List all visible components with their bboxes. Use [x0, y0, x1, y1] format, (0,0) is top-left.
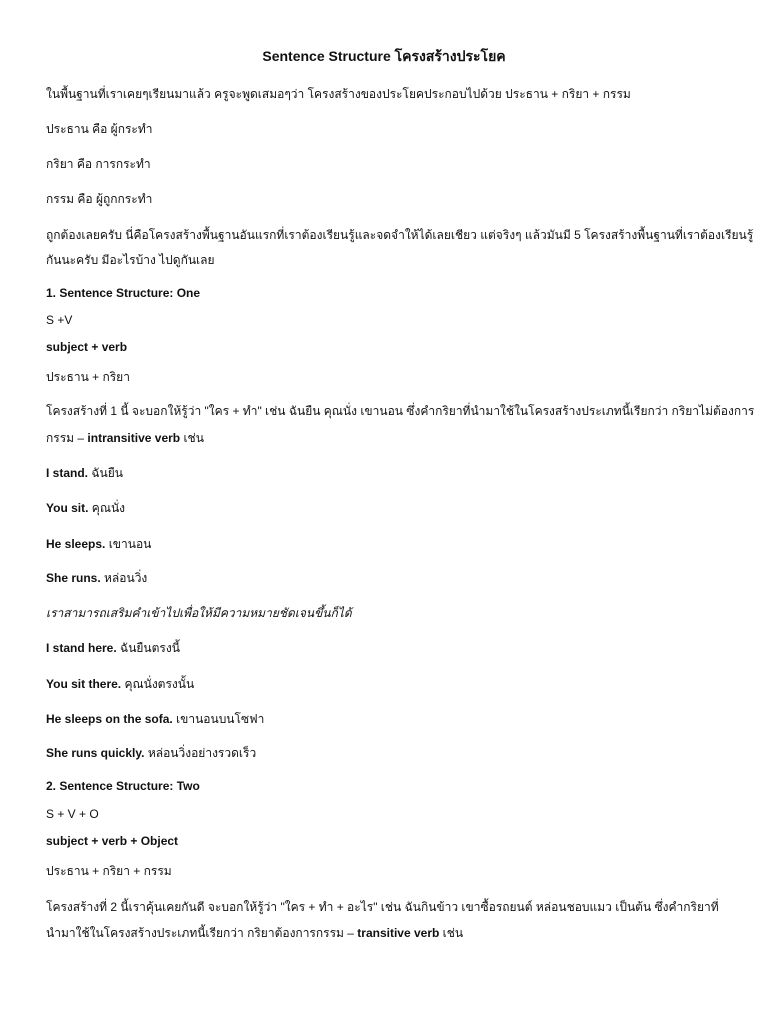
example-thai: เขานอน: [105, 537, 152, 551]
example-thai: คุณนั่ง: [88, 501, 126, 515]
section-1-explain-line-2: [46, 430, 204, 446]
section-1-formula-en: subject + verb: [46, 340, 128, 354]
definition-object: กรรม คือ ผู้ถูกกระทำ: [46, 192, 153, 206]
example-english: You sit there.: [46, 677, 122, 691]
example-english: She runs quickly.: [46, 746, 145, 760]
section-1-note: เราสามารถเสริมคำเข้าไปเพื่อให้มีความหมายชัดเจนขึ้นก็ได้: [46, 606, 352, 620]
section-1-heading: 1. Sentence Structure: One: [46, 286, 201, 300]
section-1-formula: S +V: [46, 313, 73, 327]
example-item: [46, 711, 264, 727]
section-2-explain-line-1: โครงสร้างที่ 2 นี้เราคุ้นเคยกันดี จะบอกให้รู้ว่า "ใคร + ทำ + อะไร" เช่น ฉันกินข้าว เขาซื้อรถยนต์ หล่อนชอบแมว เป็นต้น ซึ่งคำกริยาที่: [46, 900, 719, 914]
example-english: I stand here.: [46, 641, 117, 655]
section-2-formula-en: subject + verb + Object: [46, 834, 179, 848]
example-item: [46, 500, 125, 516]
explain-line-2-post: เช่น: [180, 431, 204, 445]
example-english: I stand.: [46, 466, 89, 480]
explain-line-2-post: เช่น: [439, 926, 464, 940]
example-thai: ฉันยืน: [88, 466, 123, 480]
example-english: She runs.: [46, 571, 101, 585]
example-english: He sleeps.: [46, 537, 106, 551]
summary-line-1: ถูกต้องเลยครับ นี่คือโครงสร้างพื้นฐานอันแรกที่เราต้องเรียนรู้และจดจำให้ได้เลยเชียว แต่จริงๆ แล้วมันมี 5 โครงสร้างพื้นฐานที่เราต้องเรียนรู้: [46, 228, 754, 242]
document-title: Sentence Structure โครงสร้างประโยค: [262, 48, 506, 64]
example-item: [46, 536, 151, 552]
example-thai: คุณนั่งตรงนั้น: [121, 677, 195, 691]
explain-line-2-pre: นำมาใช้ในโครงสร้างประเภทนี้เรียกว่า กริยาต้องการกรรม –: [46, 926, 358, 940]
example-item: [46, 465, 123, 481]
explain-line-2-pre: กรรม –: [46, 431, 88, 445]
section-2-formula: S + V + O: [46, 807, 99, 821]
example-item: [46, 570, 147, 586]
section-1-explain-line-1: โครงสร้างที่ 1 นี้ จะบอกให้รู้ว่า "ใคร + ทำ" เช่น ฉันยืน คุณนั่ง เขานอน ซึ่งคำกริยาที่นำมาใช้ในโครงสร้างประเภทนี้เรียกว่า กริยาไม่ต้องการ: [46, 404, 755, 418]
example-item: [46, 745, 256, 761]
example-item: [46, 676, 194, 692]
term-transitive-verb: transitive verb: [357, 926, 440, 940]
definition-subject: ประธาน คือ ผู้กระทำ: [46, 122, 153, 136]
example-item: [46, 640, 180, 656]
example-thai: เขานอนบนโซฟา: [172, 712, 265, 726]
example-thai: หล่อนวิ่งอย่างรวดเร็ว: [144, 746, 257, 760]
example-thai: ฉันยืนตรงนี้: [116, 641, 180, 655]
example-english: He sleeps on the sofa.: [46, 712, 173, 726]
summary-line-2: กันนะครับ มีอะไรบ้าง ไปดูกันเลย: [46, 253, 215, 267]
example-thai: หล่อนวิ่ง: [100, 571, 148, 585]
section-1-formula-th: ประธาน + กริยา: [46, 370, 130, 384]
definition-verb: กริยา คือ การกระทำ: [46, 157, 151, 171]
term-intransitive-verb: intransitive verb: [87, 431, 181, 445]
example-english: You sit.: [46, 501, 89, 515]
section-2-formula-th: ประธาน + กริยา + กรรม: [46, 864, 172, 878]
section-2-explain-line-2: [46, 925, 463, 941]
section-2-heading: 2. Sentence Structure: Two: [46, 779, 200, 793]
intro-paragraph: ในพื้นฐานที่เราเคยๆเรียนมาแล้ว ครูจะพูดเสมอๆว่า โครงสร้างของประโยคประกอบไปด้วย ประธาน + กริยา + กรรม: [46, 87, 631, 101]
